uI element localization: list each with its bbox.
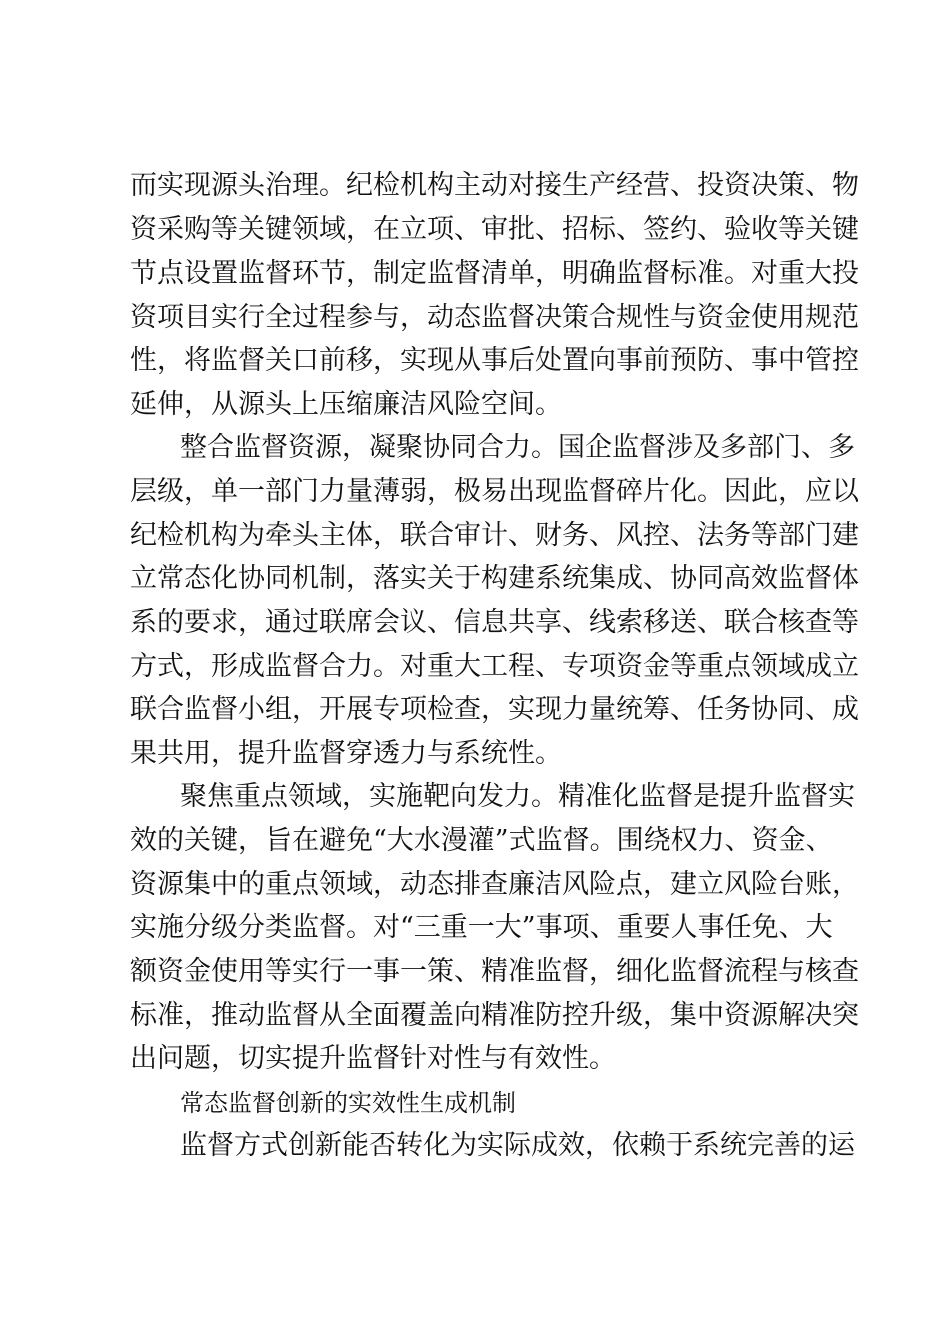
text-line: 标准，推动监督从全面覆盖向精准防控升级，集中资源解决突 [130, 1000, 859, 1031]
paragraph-first-line: 整合监督资源，凝聚协同合力。国企监督涉及多部门、多 [180, 432, 855, 463]
paragraph-first-line: 监督方式创新能否转化为实际成效，依赖于系统完善的运 [180, 1130, 855, 1161]
section-heading: 常态监督创新的实效性生成机制 [180, 1089, 516, 1117]
text-line: 延伸，从源头上压缩廉洁风险空间。 [130, 389, 562, 420]
paragraph-first-line: 聚焦重点领域，实施靶向发力。精准化监督是提升监督实 [180, 781, 855, 812]
text-line: 性，将监督关口前移，实现从事后处置向事前预防、事中管控 [130, 345, 859, 376]
text-line: 资项目实行全过程参与，动态监督决策合规性与资金使用规范 [130, 302, 859, 333]
text-line: 方式，形成监督合力。对重大工程、专项资金等重点领域成立 [130, 651, 859, 682]
text-line: 资采购等关键领域，在立项、审批、招标、签约、验收等关键 [130, 214, 859, 245]
text-line: 额资金使用等实行一事一策、精准监督，细化监督流程与核查 [130, 956, 859, 987]
text-line: 出问题，切实提升监督针对性与有效性。 [130, 1043, 616, 1074]
text-line: 系的要求，通过联席会议、信息共享、线索移送、联合核查等 [130, 607, 859, 638]
text-line: 联合监督小组，开展专项检查，实现力量统筹、任务协同、成 [130, 694, 859, 725]
text-line: 纪检机构为牵头主体，联合审计、财务、风控、法务等部门建 [130, 520, 859, 551]
text-line: 资源集中的重点领域，动态排查廉洁风险点，建立风险台账， [130, 869, 859, 900]
text-line: 效的关键，旨在避免“大水漫灌”式监督。围绕权力、资金、 [130, 825, 833, 856]
text-line: 节点设置监督环节，制定监督清单，明确监督标准。对重大投 [130, 258, 859, 289]
text-line: 实施分级分类监督。对“三重一大”事项、重要人事任免、大 [130, 912, 833, 943]
text-line: 果共用，提升监督穿透力与系统性。 [130, 738, 562, 769]
text-line: 立常态化协同机制，落实关于构建系统集成、协同高效监督体 [130, 563, 859, 594]
text-line: 而实现源头治理。纪检机构主动对接生产经营、投资决策、物 [130, 170, 859, 201]
text-line: 层级，单一部门力量薄弱，极易出现监督碎片化。因此，应以 [130, 476, 859, 507]
